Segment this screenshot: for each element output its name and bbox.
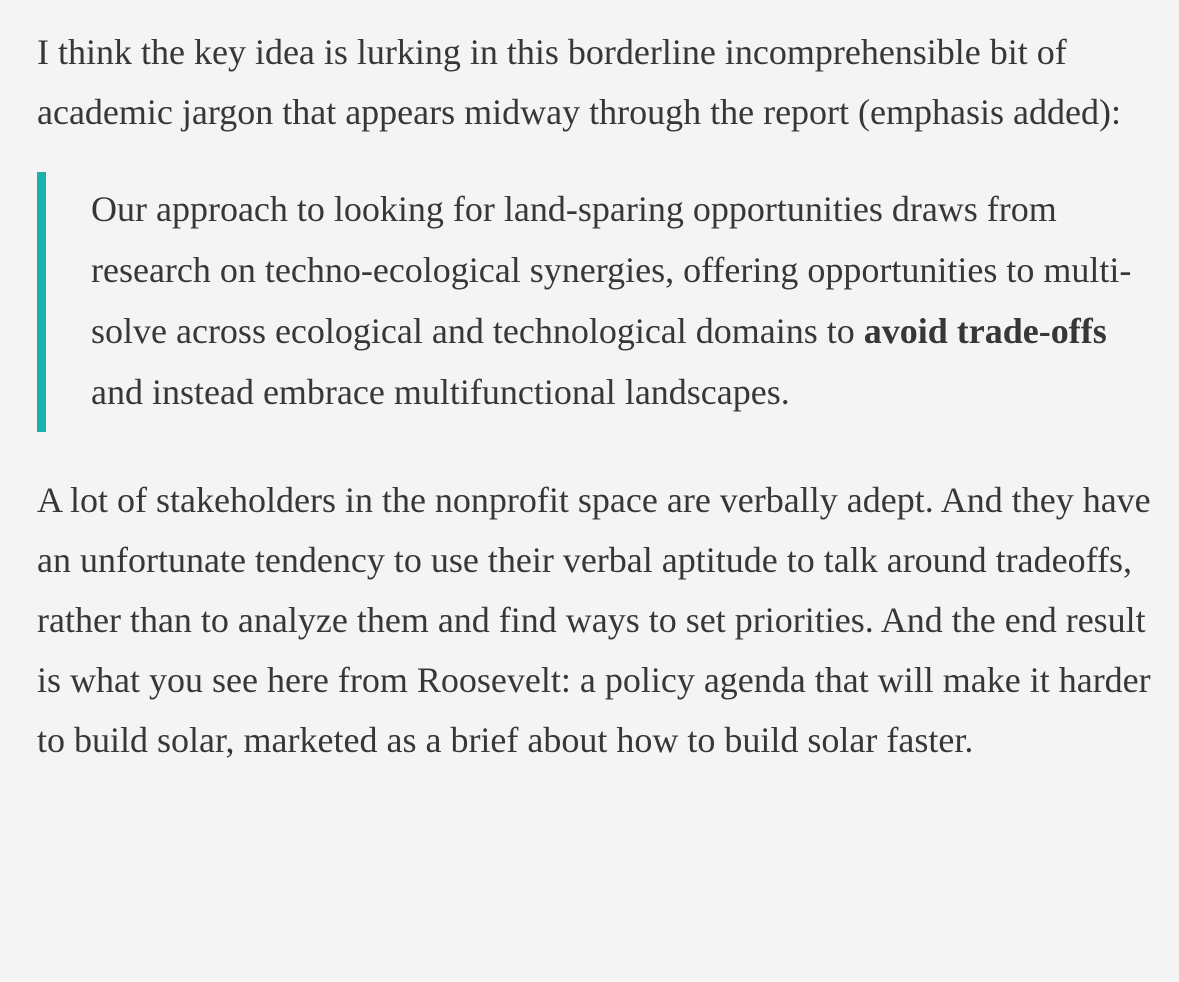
closing-paragraph: A lot of stakeholders in the nonprofit space are verbally adept. And they have an unfortunate tendency to use their verbal aptitude to talk around tradeoffs, rather than to analyze them and find ways to set priorities. And the end result is what you see here from Roosevelt: a policy agenda that will make it harder to build solar, marketed as a brief about how to build solar faster.: [37, 480, 1151, 760]
blockquote-text-after: and instead embrace multifunctional landscapes.: [91, 372, 790, 412]
blockquote: [37, 172, 1159, 432]
intro-paragraph: I think the key idea is lurking in this borderline incomprehensible bit of academic jargon that appears midway through the report (emphasis added):: [37, 32, 1121, 132]
blockquote-text-before: Our approach to looking for land-sparing opportunities draws from research on techno-ecological synergies, offering opportunities to multi-solve across ecological and technological domains to: [91, 189, 1132, 351]
blockquote-emphasis: avoid trade-offs: [863, 311, 1107, 351]
blockquote-text: [91, 179, 1159, 423]
